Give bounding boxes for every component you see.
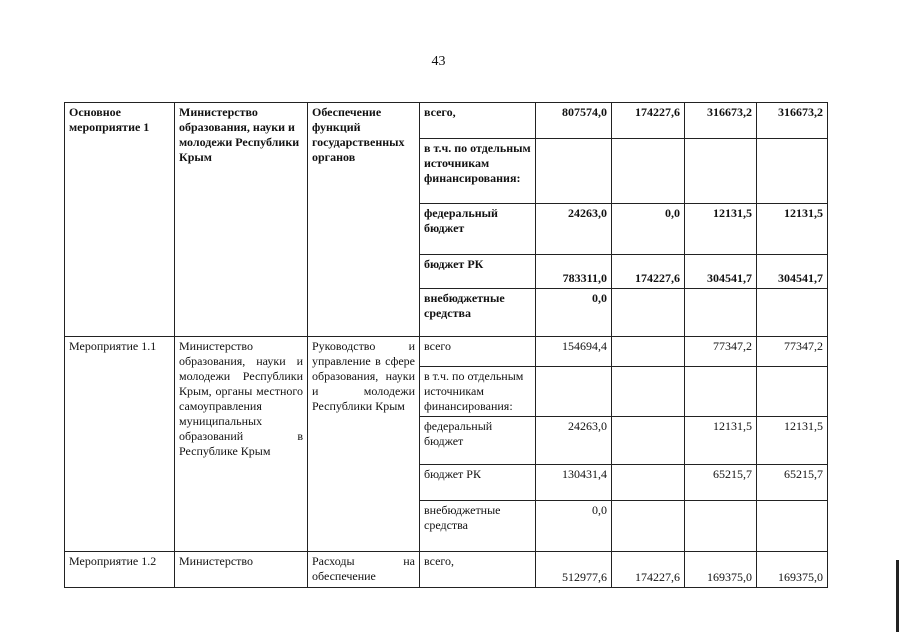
value-cell: 174227,6 bbox=[612, 552, 685, 588]
value-cell: 24263,0 bbox=[536, 417, 612, 465]
value-cell: 316673,2 bbox=[757, 103, 828, 139]
value-cell: 130431,4 bbox=[536, 465, 612, 501]
value-cell bbox=[612, 501, 685, 552]
value-cell bbox=[612, 417, 685, 465]
value-cell: 24263,0 bbox=[536, 204, 612, 255]
value-cell: 154694,4 bbox=[536, 337, 612, 367]
value-cell: 512977,6 bbox=[536, 552, 612, 588]
program-funding-table bbox=[64, 102, 828, 588]
value-cell: 0,0 bbox=[536, 289, 612, 337]
value-cell bbox=[536, 139, 612, 204]
value-cell: 12131,5 bbox=[757, 204, 828, 255]
value-cell: 174227,6 bbox=[612, 103, 685, 139]
funding-source-cell: внебюджетные средства bbox=[420, 289, 536, 337]
value-cell bbox=[612, 367, 685, 417]
funding-source-cell: внебюджетные средства bbox=[420, 501, 536, 552]
funding-source-cell: федеральный бюджет bbox=[420, 417, 536, 465]
value-cell: 304541,7 bbox=[685, 255, 757, 289]
value-cell: 77347,2 bbox=[757, 337, 828, 367]
funding-source-cell: всего bbox=[420, 337, 536, 367]
value-cell: 783311,0 bbox=[536, 255, 612, 289]
value-cell: 316673,2 bbox=[685, 103, 757, 139]
value-cell bbox=[757, 367, 828, 417]
value-cell: 65215,7 bbox=[757, 465, 828, 501]
funding-source-cell: бюджет РК bbox=[420, 255, 536, 289]
value-cell: 807574,0 bbox=[536, 103, 612, 139]
value-cell bbox=[685, 501, 757, 552]
value-cell: 0,0 bbox=[536, 501, 612, 552]
value-cell bbox=[757, 289, 828, 337]
funding-source-cell: всего, bbox=[420, 552, 536, 588]
value-cell bbox=[612, 465, 685, 501]
funding-source-cell: бюджет РК bbox=[420, 465, 536, 501]
executor-cell: Министерство bbox=[175, 552, 308, 588]
value-cell bbox=[757, 139, 828, 204]
value-cell: 169375,0 bbox=[757, 552, 828, 588]
funding-source-cell: в т.ч. по отдельным источникам финансирования: bbox=[420, 367, 536, 417]
value-cell bbox=[612, 139, 685, 204]
value-cell: 12131,5 bbox=[685, 204, 757, 255]
purpose-cell: Обеспечение функций государственных органов bbox=[308, 103, 420, 337]
table-row bbox=[65, 337, 828, 367]
executor-cell: Министерство образования, науки и молодежи Республики Крым, органы местного самоуправления муниципальных образований в Республике Крым bbox=[175, 337, 308, 552]
event-name-cell: Мероприятие 1.2 bbox=[65, 552, 175, 588]
value-cell bbox=[612, 337, 685, 367]
purpose-cell: Расходы на обеспечение bbox=[308, 552, 420, 588]
value-cell bbox=[685, 289, 757, 337]
value-cell: 0,0 bbox=[612, 204, 685, 255]
value-cell: 12131,5 bbox=[685, 417, 757, 465]
value-cell bbox=[612, 289, 685, 337]
table-row bbox=[65, 552, 828, 588]
funding-source-cell: всего, bbox=[420, 103, 536, 139]
value-cell: 174227,6 bbox=[612, 255, 685, 289]
scan-edge-mark bbox=[896, 560, 899, 632]
event-name-cell: Основное мероприятие 1 bbox=[65, 103, 175, 337]
purpose-cell: Руководство и управление в сфере образования, науки и молодежи Республики Крым bbox=[308, 337, 420, 552]
value-cell: 304541,7 bbox=[757, 255, 828, 289]
value-cell bbox=[685, 367, 757, 417]
value-cell: 169375,0 bbox=[685, 552, 757, 588]
value-cell bbox=[757, 501, 828, 552]
executor-cell: Министерство образования, науки и молодежи Республики Крым bbox=[175, 103, 308, 337]
event-name-cell: Мероприятие 1.1 bbox=[65, 337, 175, 552]
value-cell bbox=[536, 367, 612, 417]
value-cell bbox=[685, 139, 757, 204]
table-row bbox=[65, 103, 828, 139]
value-cell: 12131,5 bbox=[757, 417, 828, 465]
value-cell: 65215,7 bbox=[685, 465, 757, 501]
page-number: 43 bbox=[431, 54, 446, 69]
funding-source-cell: в т.ч. по отдельным источникам финансирования: bbox=[420, 139, 536, 204]
value-cell: 77347,2 bbox=[685, 337, 757, 367]
funding-source-cell: федеральный бюджет bbox=[420, 204, 536, 255]
